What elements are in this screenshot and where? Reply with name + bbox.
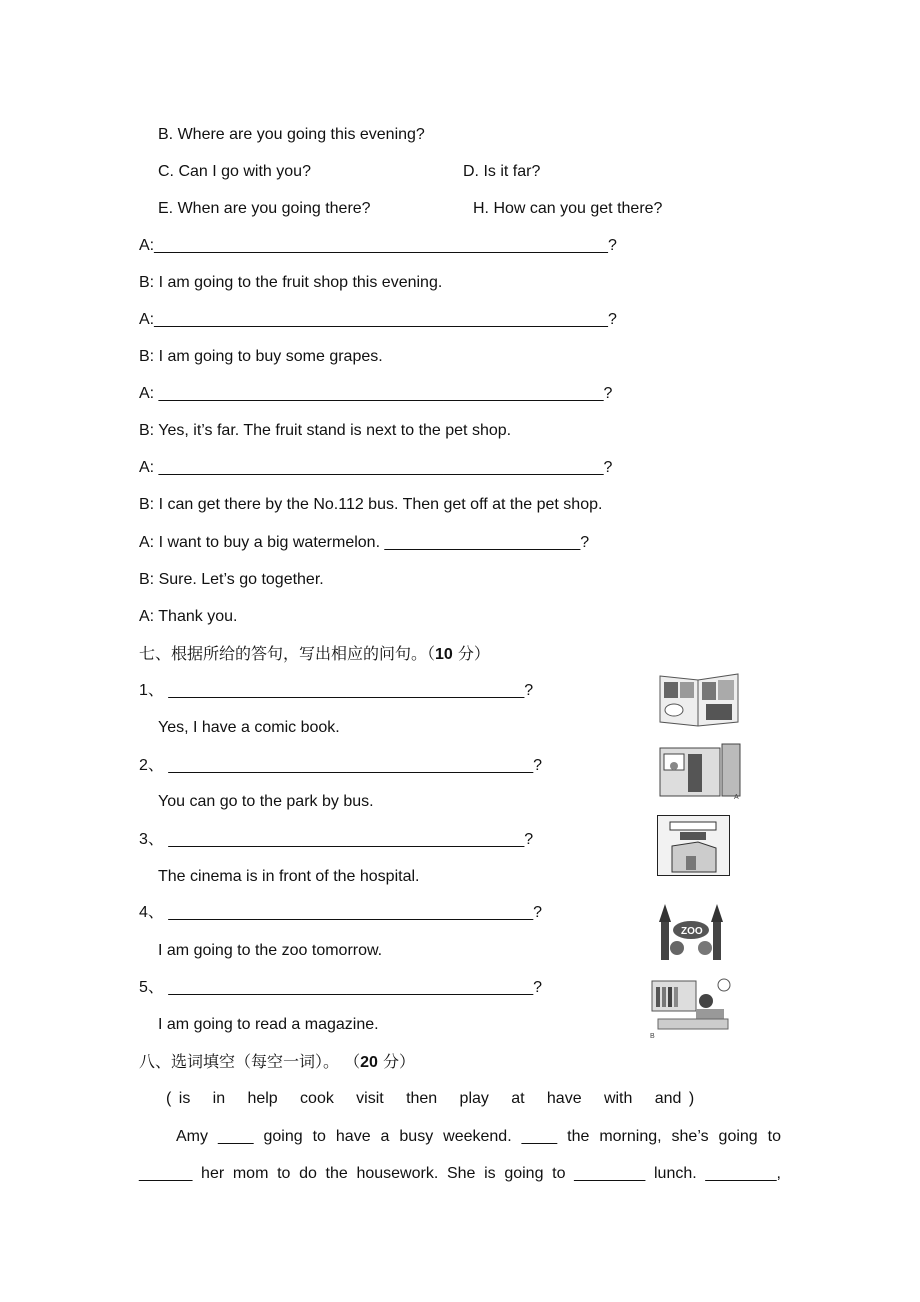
heading-text: 八、选词填空（每空一词）。 （ (139, 1052, 361, 1071)
option-d: D. Is it far? (463, 163, 541, 180)
comic-book-picture (658, 670, 740, 728)
word-bank: ( is in help cook visit then play at have with and ) (166, 1090, 695, 1107)
reading-picture (648, 975, 735, 1040)
option-b: B. Where are you going this evening? (158, 126, 425, 143)
option-h: H. How can you get there? (473, 200, 663, 217)
answer-text: You can go to the park by bus. (158, 793, 374, 810)
dialogue-line[interactable]: A:___________________________________________________? (139, 311, 617, 328)
section7-heading (139, 643, 490, 666)
question-blank[interactable]: 4、 _________________________________________? (139, 904, 543, 921)
dialogue-line: B: I am going to buy some grapes. (139, 348, 383, 365)
dialogue-line: B: Yes, it’s far. The fruit stand is next to the pet shop. (139, 422, 512, 439)
zoo-picture (655, 900, 728, 962)
svg-text:A: A (734, 794, 739, 800)
passage-line[interactable]: ______ her mom to do the housework. She is going to ________ lunch. ________, (139, 1165, 781, 1182)
answer-text: I am going to read a magazine. (158, 1016, 379, 1033)
question-blank[interactable]: 5、 _________________________________________? (139, 979, 543, 996)
dialogue-line[interactable]: A: __________________________________________________? (139, 459, 613, 476)
svg-text:B: B (650, 1033, 655, 1040)
answer-text: Yes, I have a comic book. (158, 719, 340, 736)
option-c: C. Can I go with you? (158, 163, 311, 180)
section8-heading (139, 1051, 415, 1074)
question-blank[interactable]: 2、 _________________________________________? (139, 757, 543, 774)
dialogue-line[interactable]: A: __________________________________________________? (139, 385, 613, 402)
dialogue-line[interactable]: A:___________________________________________________? (139, 237, 617, 254)
cinema-picture (657, 815, 730, 876)
svg-text:ZOO: ZOO (681, 926, 703, 937)
heading-text: 七、根据所给的答句，写出相应的问句。（ (139, 644, 436, 663)
points-suffix: 分） (452, 644, 490, 663)
option-e: E. When are you going there? (158, 200, 371, 217)
dialogue-line: B: Sure. Let’s go together. (139, 571, 324, 588)
answer-text: The cinema is in front of the hospital. (158, 868, 420, 885)
dialogue-line[interactable]: A: I want to buy a big watermelon. ______________________? (139, 534, 590, 551)
bus-picture (658, 742, 742, 800)
answer-text: I am going to the zoo tomorrow. (158, 942, 383, 959)
dialogue-line: B: I am going to the fruit shop this evening. (139, 274, 443, 291)
dialogue-line: A: Thank you. (139, 608, 238, 625)
dialogue-line: B: I can get there by the No.112 bus. Then get off at the pet shop. (139, 496, 603, 513)
passage-line[interactable]: Amy ____ going to have a busy weekend. ____ the morning, she’s going to (176, 1128, 781, 1145)
question-blank[interactable]: 1、 ________________________________________? (139, 682, 534, 699)
points: 10 (435, 646, 453, 663)
question-blank[interactable]: 3、 ________________________________________? (139, 831, 534, 848)
points-suffix: 分） (377, 1052, 415, 1071)
points: 20 (360, 1054, 378, 1071)
